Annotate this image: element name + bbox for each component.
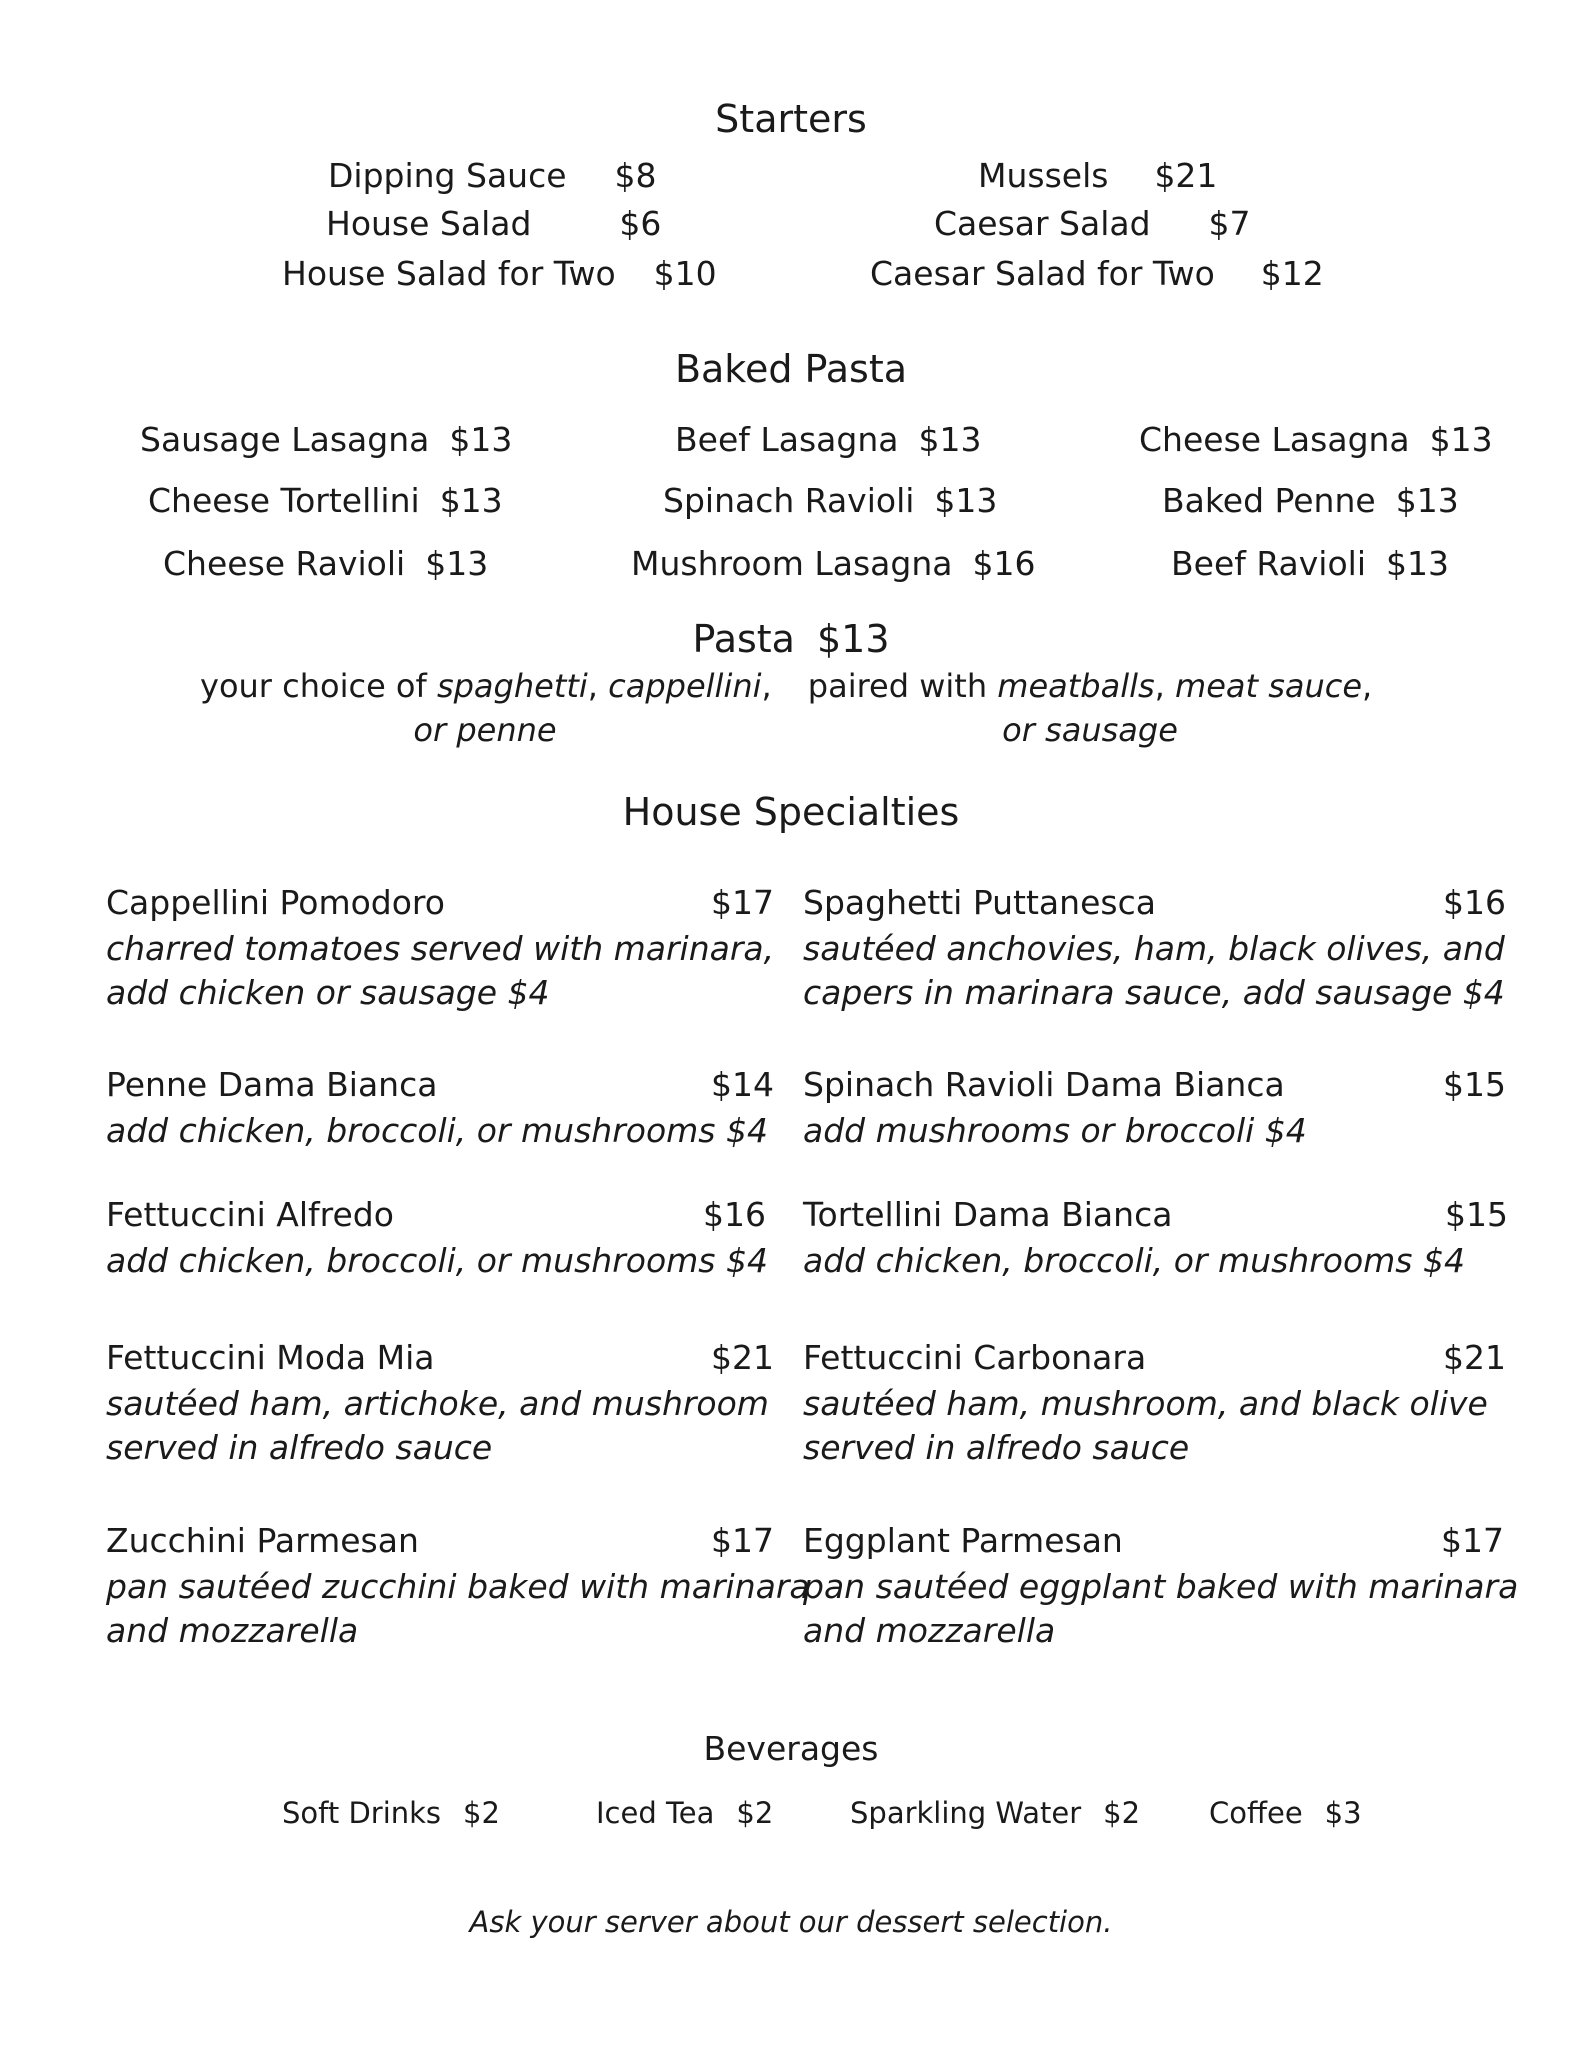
specialty-desc: sautéed anchovies, ham, black olives, and [803,929,1505,968]
beverage-name: Sparkling Water [850,1796,1082,1830]
item-name: Sausage Lasagna [140,420,430,459]
specialty-desc: add mushrooms or broccoli $4 [803,1111,1307,1150]
pasta-choice-line-1: your choice of spaghetti, cappellini, [200,667,772,705]
item-name: House Salad [326,204,532,243]
specialty-price: $14 [711,1065,774,1104]
pasta-pairing [800,664,1380,752]
beverage-name: Soft Drinks [282,1796,442,1830]
specialty-name: Fettuccini Carbonara [803,1338,1147,1377]
beverage-price: $2 [463,1796,500,1830]
pasta-pair-a: meatballs [997,667,1155,705]
specialty-price: $17 [1441,1521,1504,1560]
specialty-name: Cappellini Pomodoro [106,883,445,922]
specialty-item [106,1195,766,1283]
specialty-price: $17 [711,883,774,922]
item-price: $10 [653,254,717,293]
beverage-item [1209,1796,1362,1830]
pasta-pair-or: or [1002,711,1035,749]
beverage-price: $2 [1103,1796,1141,1830]
pasta-choice-c: penne [456,711,557,749]
specialty-name: Fettuccini Alfredo [106,1195,394,1234]
specialty-name: Tortellini Dama Bianca [803,1195,1173,1234]
specialty-name: Fettuccini Moda Mia [106,1338,435,1377]
specialty-name: Spinach Ravioli Dama Bianca [803,1065,1285,1104]
item-name: Cheese Tortellini [148,481,420,520]
beverages-heading: Beverages [703,1729,879,1768]
specialty-item [803,1521,1519,1653]
specialty-desc: charred tomatoes served with marinara, [106,929,775,968]
menu-item [1162,481,1459,520]
menu-item [148,481,503,520]
specialty-price: $15 [1443,1065,1506,1104]
item-price: $7 [1208,204,1251,243]
specialty-desc: add chicken, broccoli, or mushrooms $4 [106,1241,768,1280]
pasta-pair-line-1: paired with meatballs, meat sauce, [807,667,1373,705]
item-price: $12 [1260,254,1324,293]
menu-item [1171,544,1449,583]
specialty-desc: pan sautéed zucchini baked with marinara [106,1567,810,1606]
item-price: $8 [614,156,657,195]
beverage-price: $3 [1324,1796,1362,1830]
specialty-desc: served in alfredo sauce [106,1428,493,1467]
beverage-item [282,1796,500,1830]
item-price: $13 [1386,544,1450,583]
beverage-price: $2 [736,1796,774,1830]
pasta-choice [200,664,770,752]
item-name: Spinach Ravioli [663,481,915,520]
menu-item [1139,420,1493,459]
pasta-choice-b: cappellini [608,667,762,705]
specialty-name: Zucchini Parmesan [106,1521,419,1560]
menu-item [282,254,717,293]
item-price: $13 [449,420,513,459]
item-name: Dipping Sauce [328,156,567,195]
item-price: $6 [619,204,662,243]
pasta-pair-lead: paired with [807,667,988,705]
specialty-desc: served in alfredo sauce [803,1428,1190,1467]
specialty-price: $21 [1443,1338,1506,1377]
specialty-price: $21 [711,1338,774,1377]
starters-heading: Starters [715,97,867,141]
dessert-note: Ask your server about our dessert selection. [469,1905,1113,1939]
item-price: $13 [918,420,982,459]
item-name: Beef Lasagna [675,420,899,459]
baked-pasta-heading: Baked Pasta [674,347,908,391]
specialty-item [803,883,1506,1015]
item-price: $16 [972,544,1036,583]
item-price: $13 [934,481,998,520]
pasta-pair-c: sausage [1045,711,1178,749]
specialty-desc: add chicken, broccoli, or mushrooms $4 [803,1241,1465,1280]
item-price: $13 [1395,481,1459,520]
item-price: $13 [439,481,503,520]
item-price: $13 [425,544,489,583]
item-name: Cheese Lasagna [1139,420,1410,459]
item-name: Cheese Ravioli [163,544,406,583]
specialty-desc: sautéed ham, artichoke, and mushroom [106,1384,769,1423]
specialty-name: Penne Dama Bianca [106,1065,438,1104]
specialty-item [106,883,774,1015]
specialty-desc: capers in marinara sauce, add sausage $4 [803,973,1505,1012]
specialty-item [106,1521,810,1653]
menu-item [663,481,997,520]
pasta-heading [0,617,1582,661]
specialty-item [803,1195,1508,1283]
specialty-desc: sautéed ham, mushroom, and black olive [803,1384,1488,1423]
item-name: House Salad for Two [282,254,616,293]
pasta-price: $13 [816,617,890,661]
specialty-desc: pan sautéed eggplant baked with marinara [803,1567,1519,1606]
pasta-choice-or: or [413,711,447,749]
specialty-item [803,1338,1506,1470]
specialty-item [803,1065,1506,1153]
menu-item [934,204,1251,243]
beverage-name: Coffee [1209,1796,1303,1830]
menu-item [631,544,1035,583]
item-name: Caesar Salad [934,204,1151,243]
beverage-item [850,1796,1140,1830]
pasta-pair-line-2 [800,708,1380,752]
beverage-item [596,1796,773,1830]
specialty-name: Spaghetti Puttanesca [803,883,1156,922]
specialty-item [106,1338,774,1470]
specialty-price: $16 [703,1195,766,1234]
menu-item [978,156,1217,195]
menu-item [675,420,981,459]
item-name: Beef Ravioli [1171,544,1367,583]
specialty-desc: and mozzarella [106,1611,359,1650]
specialty-desc: and mozzarella [803,1611,1056,1650]
item-name: Baked Penne [1162,481,1376,520]
specialty-desc: add chicken or sausage $4 [106,973,550,1012]
specialty-item [106,1065,774,1153]
house-specialties-heading: House Specialties [622,790,960,834]
specialty-price: $15 [1445,1195,1508,1234]
specialty-price: $17 [711,1521,774,1560]
pasta-choice-lead: your choice of [200,667,427,705]
pasta-choice-line-2 [200,708,770,752]
pasta-choice-a: spaghetti [436,667,588,705]
item-name: Caesar Salad for Two [870,254,1215,293]
item-name: Mussels [978,156,1109,195]
specialty-price: $16 [1443,883,1506,922]
item-price: $13 [1429,420,1493,459]
specialty-desc: add chicken, broccoli, or mushrooms $4 [106,1111,768,1150]
specialty-name: Eggplant Parmesan [803,1521,1123,1560]
pasta-title: Pasta [692,617,795,661]
menu-item [140,420,512,459]
menu-item [163,544,488,583]
menu-item [328,156,657,195]
menu-item [870,254,1324,293]
item-name: Mushroom Lasagna [631,544,953,583]
menu-item [326,204,661,243]
item-price: $21 [1154,156,1218,195]
pasta-pair-b: meat sauce [1175,667,1363,705]
beverage-name: Iced Tea [596,1796,715,1830]
